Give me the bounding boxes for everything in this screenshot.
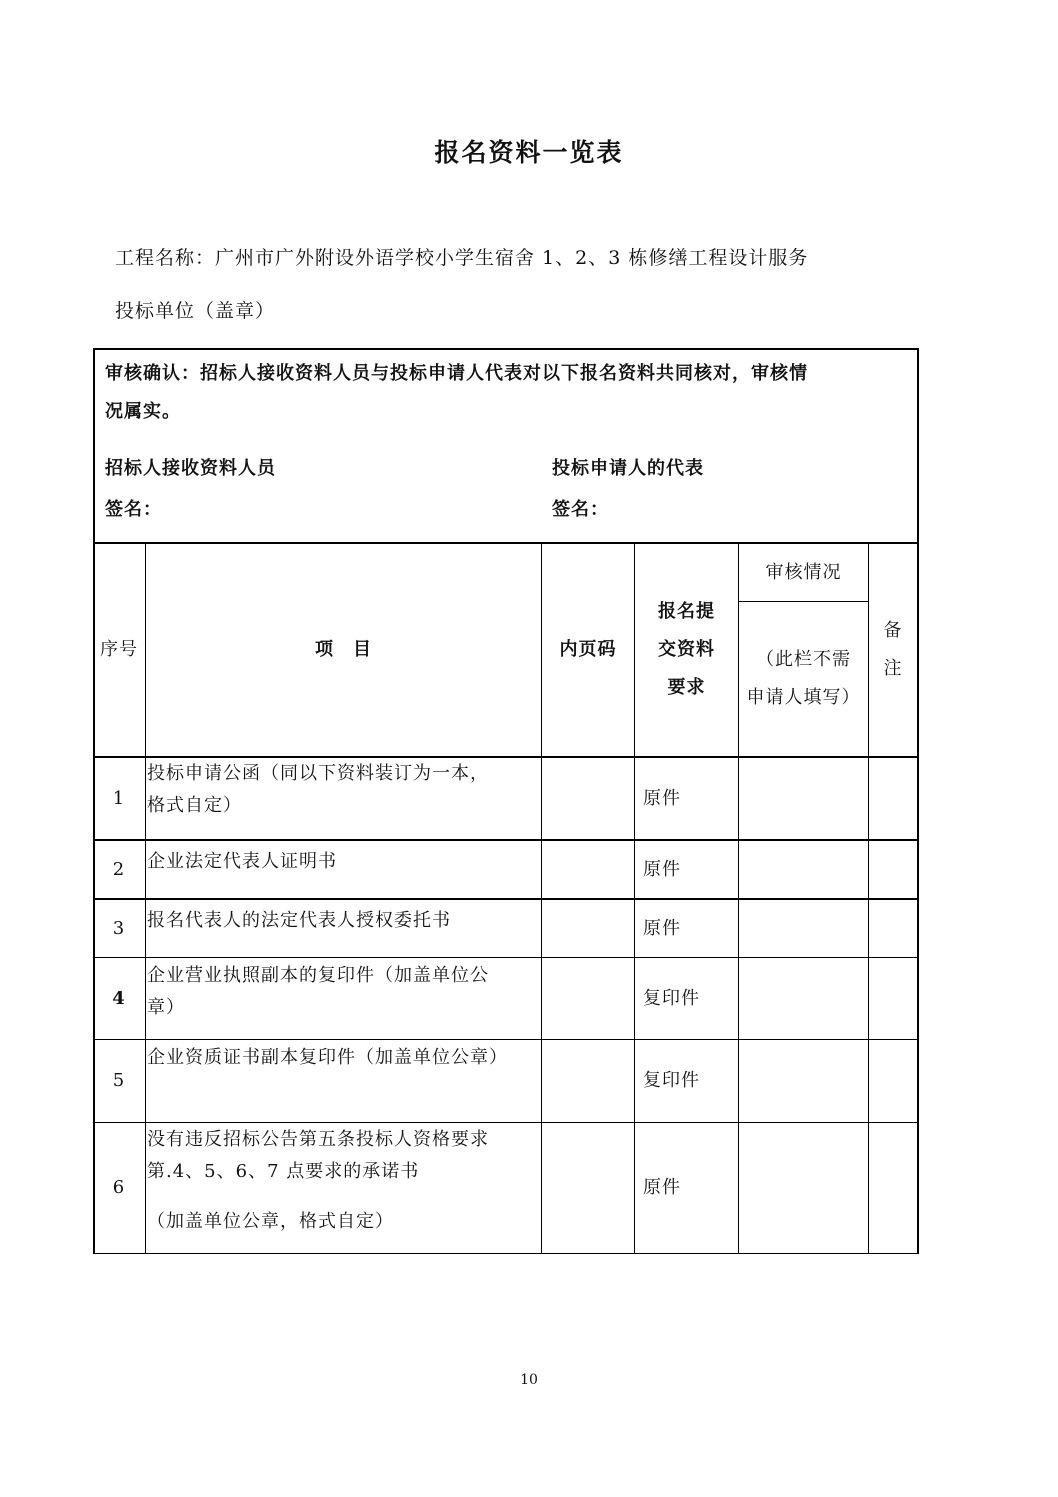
row-5-requirement: 复印件 (643, 1070, 700, 1091)
header-review-note (739, 602, 868, 756)
row-2-seq: 2 (112, 858, 126, 880)
row-6-item-l2: 第.4、5、6、7 点要求的承诺书 (147, 1161, 420, 1182)
header-requirement-l3: 要求 (667, 677, 706, 698)
applicant-signature-label: 签名： (552, 499, 609, 520)
row-3-item-l1: 报名代表人的法定代表人授权委托书 (147, 910, 451, 931)
confirmation-text-line2: 况属实。 (105, 401, 181, 422)
header-requirement-l1: 报名提 (658, 601, 715, 622)
page-number: 10 (520, 1372, 538, 1388)
row-3-requirement: 原件 (643, 917, 681, 939)
header-remark (869, 544, 917, 756)
applicant-role: 投标申请人的代表 (552, 458, 704, 479)
header-remark-l1: 备 (883, 620, 903, 641)
row-6-seq: 6 (112, 1177, 126, 1198)
row-4-item-l2: 章） (147, 997, 185, 1018)
row-4-item-l1: 企业营业执照副本的复印件（加盖单位公 (147, 965, 489, 986)
row-1-seq: 1 (112, 787, 126, 809)
header-page: 内页码 (559, 639, 617, 660)
page-title: 报名资料一览表 (434, 138, 624, 167)
row-1-item-l2: 格式自定） (147, 795, 242, 816)
header-requirement (635, 544, 738, 756)
header-requirement-l2: 交资料 (658, 639, 715, 660)
row-6-item-l1: 没有违反招标公告第五条投标人资格要求 (147, 1129, 489, 1150)
row-5-item-l1: 企业资质证书副本复印件（加盖单位公章） (147, 1047, 508, 1068)
row-2-item-l1: 企业法定代表人证明书 (147, 851, 337, 872)
row-5-seq: 5 (112, 1070, 126, 1091)
header-item: 项 目 (315, 639, 372, 660)
row-1-requirement: 原件 (643, 787, 681, 809)
row-3-seq: 3 (112, 917, 126, 939)
row-6-requirement: 原件 (643, 1177, 681, 1198)
row-4-seq: 4 (112, 987, 126, 1009)
row-2-requirement: 原件 (643, 858, 681, 880)
project-name-line: 工程名称：广州市广外附设外语学校小学生宿舍 1、2、3 栋修缮工程设计服务 (115, 247, 809, 269)
header-seq: 序号 (100, 639, 138, 660)
row-4-requirement: 复印件 (643, 987, 700, 1009)
header-remark-l2: 注 (883, 658, 903, 679)
receiver-role: 招标人接收资料人员 (105, 458, 276, 479)
registration-table (93, 348, 919, 1254)
header-review: 审核情况 (765, 561, 842, 583)
row-6-item-l3: （加盖单位公章，格式自定） (147, 1211, 394, 1232)
header-review-note-l1: （此栏不需 (756, 649, 851, 670)
row-1-item-l1: 投标申请公函（同以下资料装订为一本， (147, 763, 489, 784)
header-review-note-l2: 申请人填写） (746, 687, 861, 708)
receiver-signature-label: 签名： (105, 499, 162, 520)
confirmation-text-line1: 审核确认：招标人接收资料人员与投标申请人代表对以下报名资料共同核对，审核情 (105, 363, 808, 384)
bidder-line: 投标单位（盖章） (115, 300, 276, 322)
